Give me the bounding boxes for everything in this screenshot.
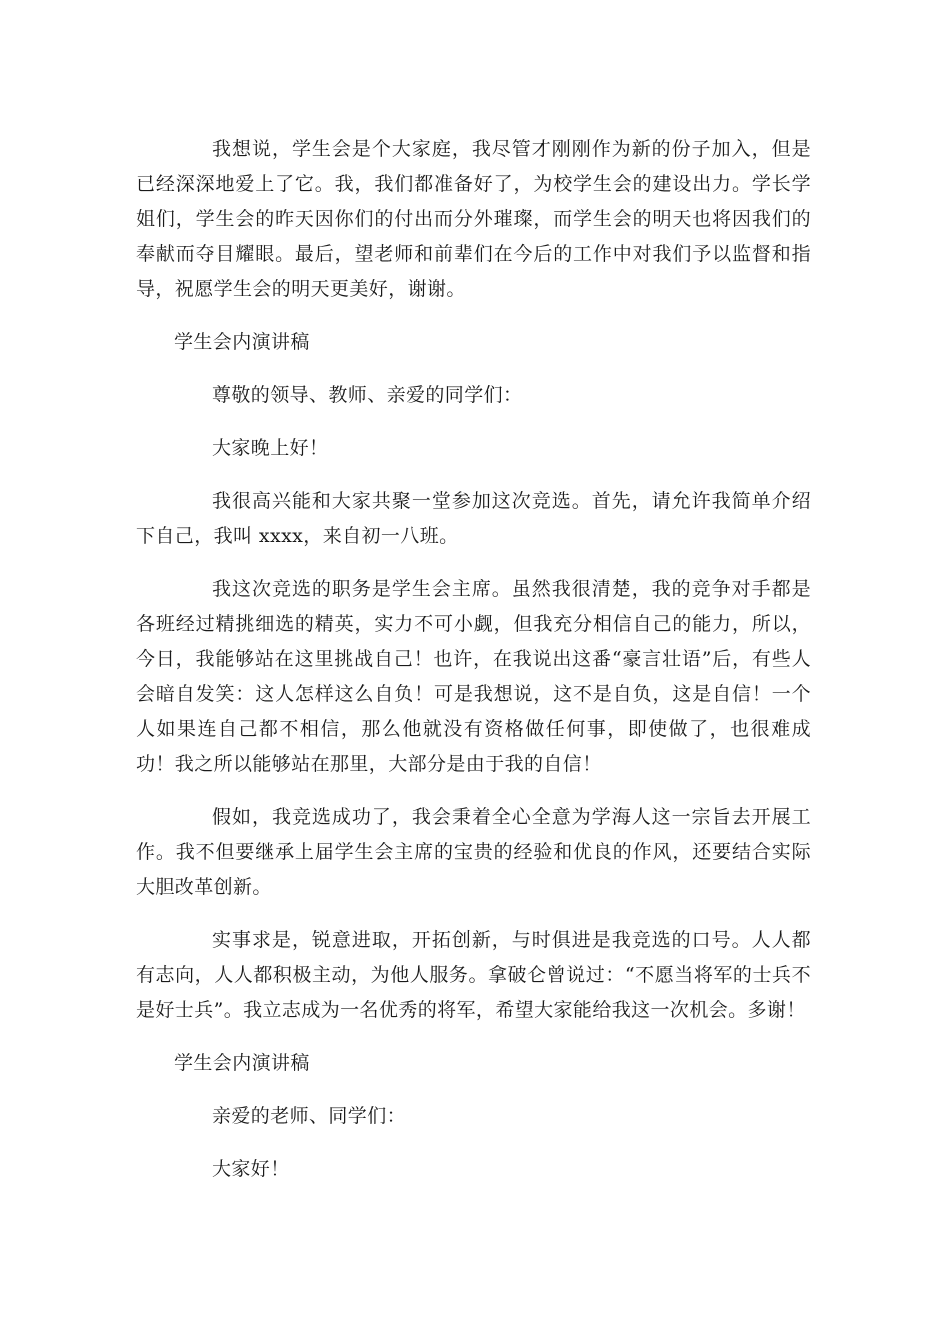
paragraph-closing-remarks: 我想说，学生会是个大家庭，我尽管才刚刚作为新的份子加入，但是已经深深地爱上了它。我，我们都准备好了，为校学生会的建设出力。学长学姐们，学生会的昨天因你们的付出而分外璀璨，而学生会的明天也将因我们的奉献而夺目耀眼。最后，望老师和前辈们在今后的工作中对我们予以监督和指导，祝愿学生会的明天更美好，谢谢。	[136, 138, 811, 300]
greeting: 大家好！	[212, 1158, 290, 1180]
document-body	[136, 132, 811, 1187]
salutation: 亲爱的老师、同学们：	[212, 1105, 407, 1127]
section-heading: 学生会内演讲稿	[174, 1052, 310, 1074]
paragraph-position: 我这次竞选的职务是学生会主席。虽然我很清楚，我的竞争对手都是各班经过精挑细选的精英，实力不可小觑，但我充分相信自己的能力，所以，今日，我能够站在这里挑战自己！也许，在我说出这番“豪言壮语”后，有些人会暗自发笑：这人怎样这么自负！可是我想说，这不是自负，这是自信！一个人如果连自己都不相信，那么他就没有资格做任何事，即使做了，也很难成功！我之所以能够站在那里，大部分是由于我的自信！	[136, 578, 811, 775]
paragraph-introduction: 我很高兴能和大家共聚一堂参加这次竞选。首先，请允许我简单介绍下自己，我叫 xxxx，来自初一八班。	[136, 490, 811, 547]
greeting: 大家晚上好！	[212, 437, 329, 459]
paragraph-slogan: 实事求是，锐意进取，开拓创新，与时俱进是我竞选的口号。人人都有志向，人人都积极主动，为他人服务。拿破仑曾说过：“不愿当将军的士兵不是好士兵”。我立志成为一名优秀的将军，希望大家能给我这一次机会。多谢！	[136, 929, 811, 1021]
paragraph-plan: 假如，我竞选成功了，我会秉着全心全意为学海人这一宗旨去开展工作。我不但要继承上届学生会主席的宝贵的经验和优良的作风，还要结合实际大胆改革创新。	[136, 806, 811, 898]
salutation: 尊敬的领导、教师、亲爱的同学们：	[212, 384, 523, 406]
section-heading: 学生会内演讲稿	[174, 331, 310, 353]
